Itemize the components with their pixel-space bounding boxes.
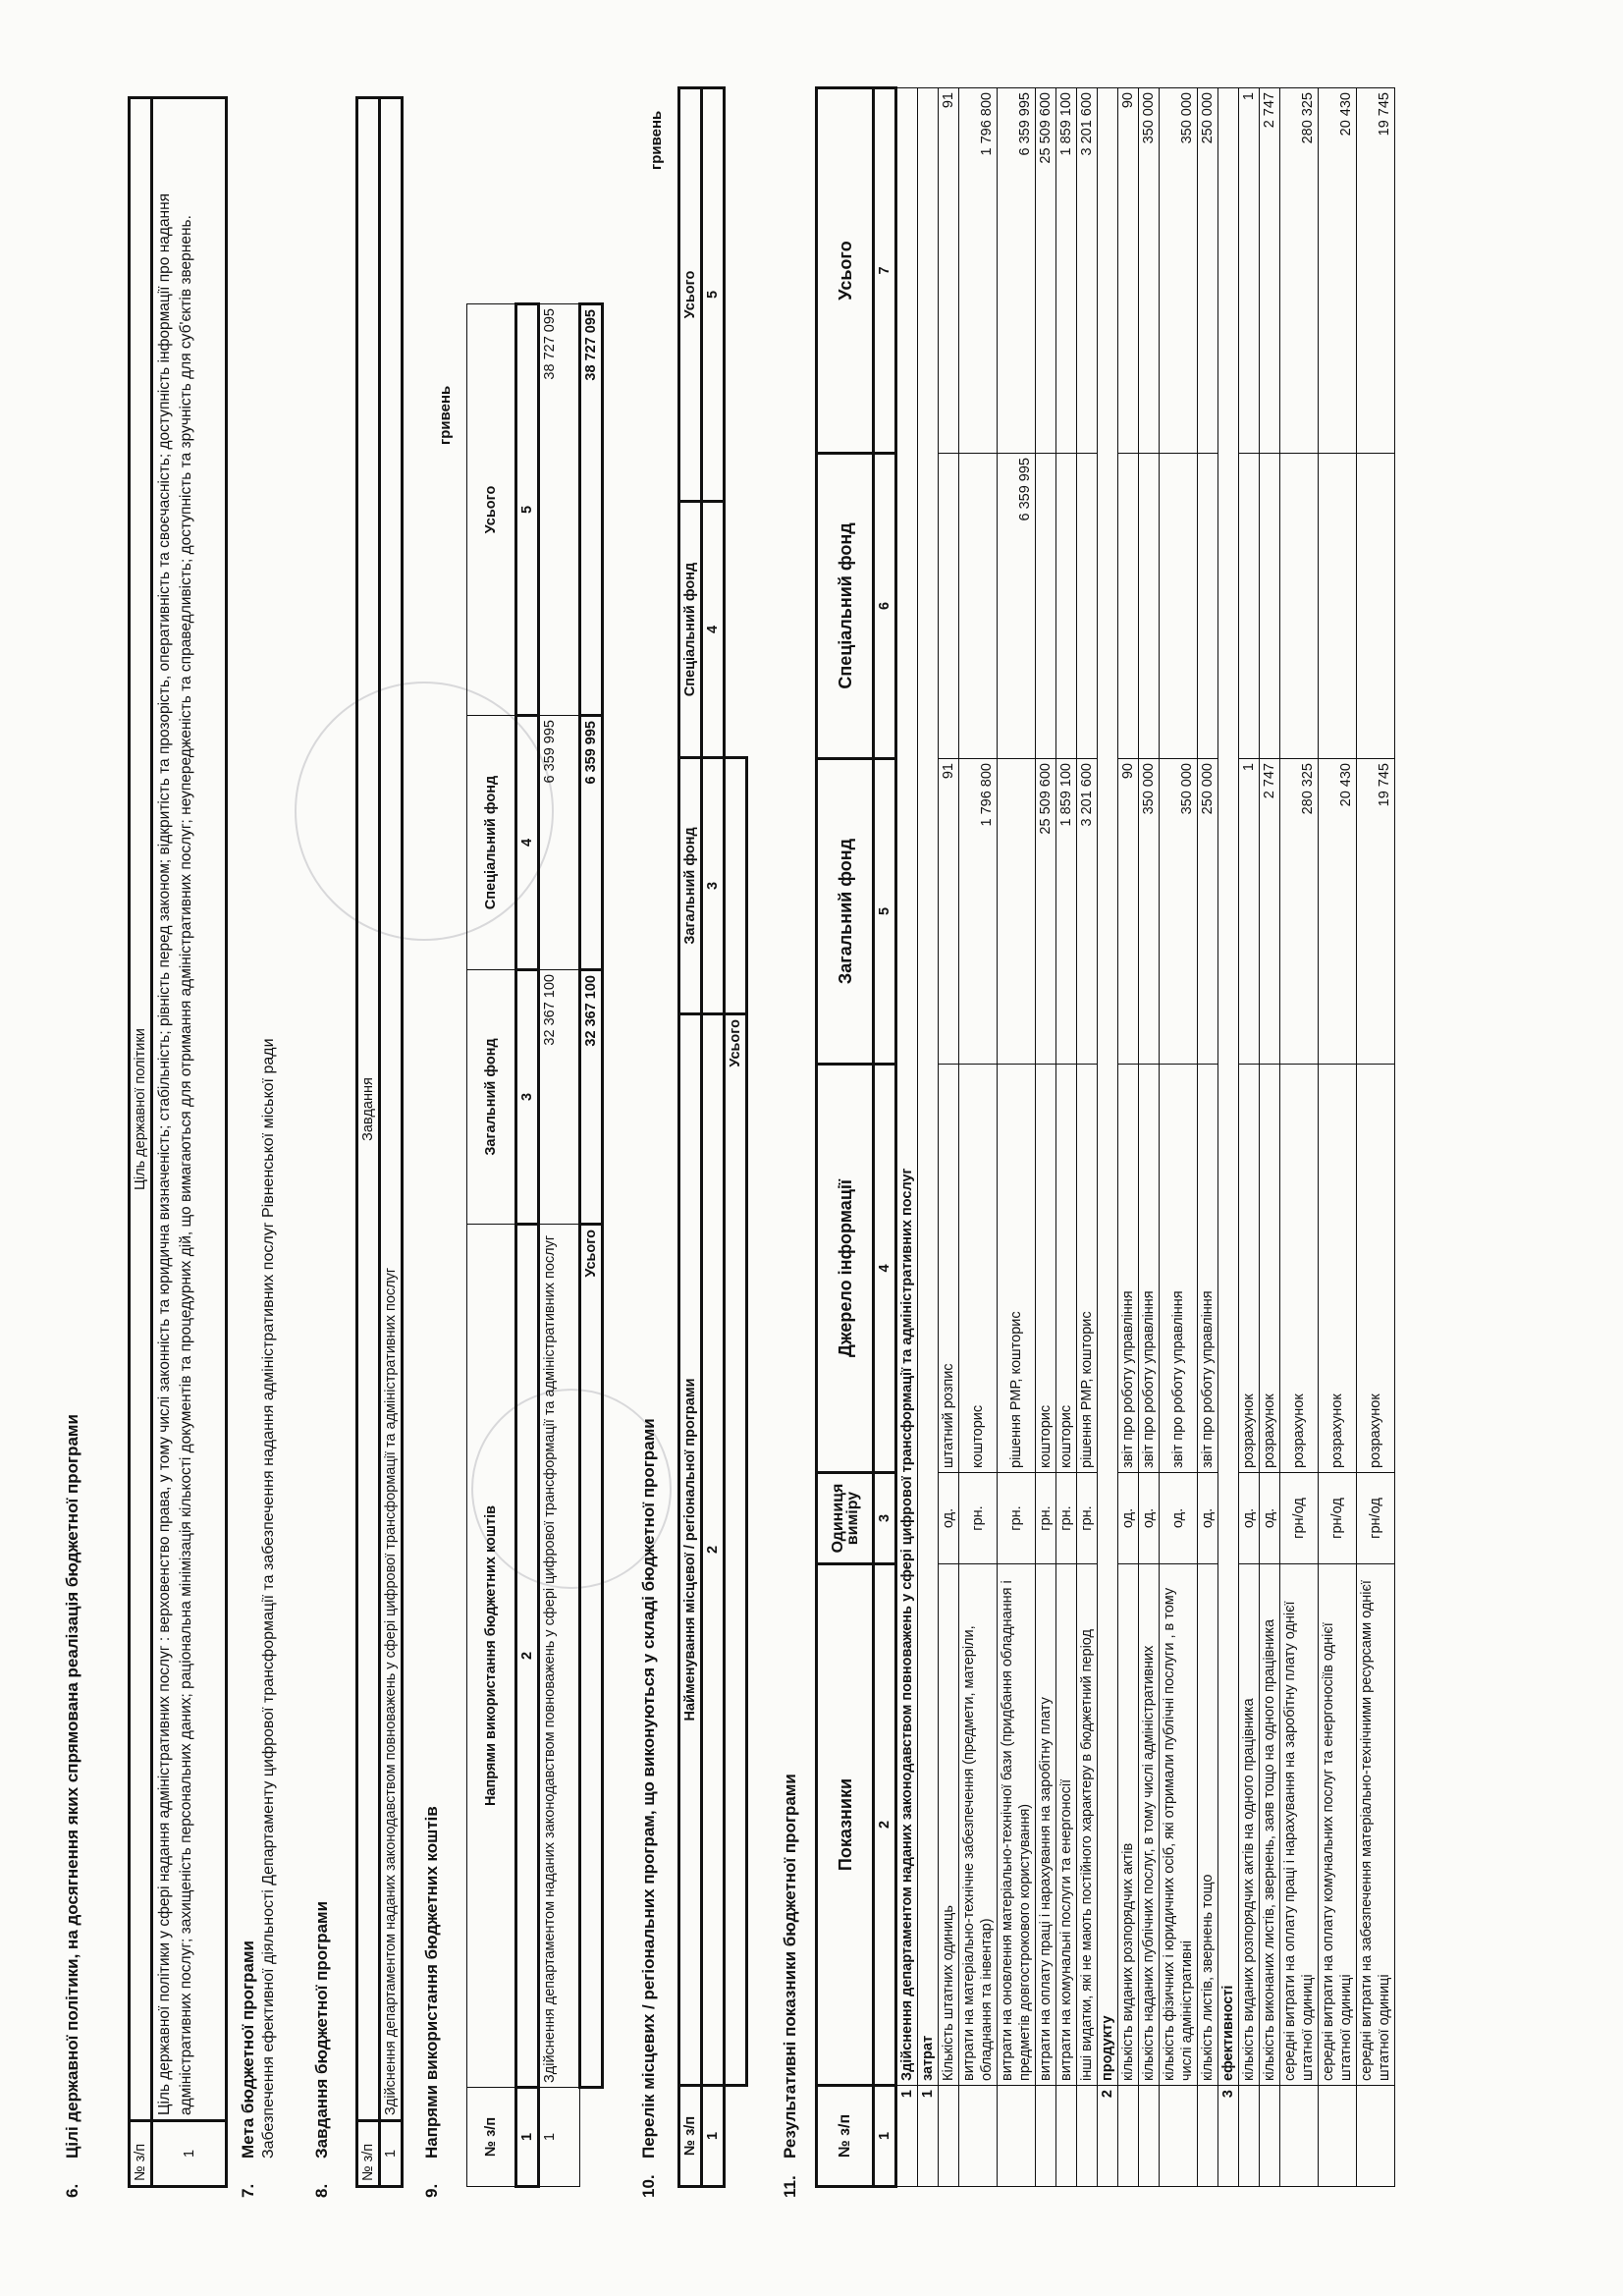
indicator-special [1239, 454, 1260, 759]
indicator-special [1198, 454, 1218, 759]
indicator-general: 19 745 [1357, 759, 1395, 1065]
empty-cell [1319, 2086, 1357, 2187]
indicator-source: звіт про роботу управління [1139, 1065, 1160, 1473]
s9-total-general: 32 367 100 [580, 970, 603, 1225]
indicator-source: розрахунок [1260, 1065, 1280, 1473]
section10-title-text: Перелік місцевих / регіональних програм, що виконуються у складі бюджетної програми [639, 1418, 658, 2159]
s11-h-special: Спеціальний фонд [817, 454, 874, 759]
table-row [1260, 88, 1280, 2187]
s9-row-special: 6 359 995 [539, 716, 580, 970]
indicator-total: 90 [1118, 88, 1139, 454]
indicator-total: 1 [1239, 88, 1260, 454]
empty-cell [939, 2086, 959, 2187]
indicator-name: витрати на оплату праці і нарахування на заробітну плату [1036, 1564, 1056, 2086]
empty-cell [959, 2086, 998, 2187]
s6-head-num: № з/п [130, 2121, 152, 2187]
indicator-unit: од. [1139, 1473, 1160, 1564]
group-num: 3 [1218, 2086, 1239, 2187]
indicator-total: 1 796 800 [959, 88, 998, 454]
section11-title [781, 1774, 800, 2198]
s9-total-special: 6 359 995 [580, 716, 603, 970]
table-row [1077, 88, 1098, 2187]
s11-task-text: Здійснення департаментом наданих законодавством повноважень у сфері цифрової трансформації та адміністративних послуг [896, 88, 918, 2086]
indicator-special [1077, 454, 1098, 759]
indicator-special [939, 454, 959, 759]
s11-n1: 1 [874, 2086, 896, 2187]
indicator-name: витрати на комунальні послуги та енергоносії [1056, 1564, 1077, 2086]
section10-number: 10. [639, 2174, 658, 2198]
indicator-general: 350 000 [1160, 759, 1198, 1065]
s10-h-num: № з/п [679, 2086, 702, 2187]
section9-table [466, 302, 604, 2188]
indicator-special: 6 359 995 [998, 454, 1036, 759]
s11-h-unit: Одиниця виміру [817, 1473, 874, 1564]
indicator-special [1118, 454, 1139, 759]
section10-unit: гривень [648, 110, 665, 170]
indicator-source: розрахунок [1280, 1065, 1319, 1473]
section6-title-text: Цілі державної політики, на досягнення яких спрямована реалізація бюджетної програми [63, 1414, 81, 2159]
table-row [1198, 88, 1218, 2187]
s11-h-total: Усього [817, 88, 874, 454]
empty-cell [1056, 2086, 1077, 2187]
section6-table [128, 96, 228, 2188]
s9-row-text: Здійснення департаментом наданих законодавством повноважень у сфері цифрової трансформації та адміністративних послуг [539, 1225, 580, 2088]
indicator-total: 250 000 [1198, 88, 1218, 454]
s6-row-text: Ціль державної політики у сфері надання адміністративних послуг : верховенство права, у тому числі законність та юридична визначеність; стабільність; рівність перед законом; відкритість та прозорість, оперативність та своєчасність; доступність інформації про надання адміністративних послуг; захищеність персональних даних; раціональна мінімізація кількості документів та процедурних дій, що вимагаються для отримання адміністративних послуг; неупередженість та справедливість; доступність та зручність для суб'єктів звернень. [152, 98, 227, 2121]
table-row [959, 88, 998, 2187]
empty-cell [1118, 2086, 1139, 2187]
s9-total-total: 38 727 095 [580, 304, 603, 716]
indicator-group-row [918, 88, 939, 2187]
section7-title [239, 1941, 258, 2198]
group-num: 1 [918, 2086, 939, 2187]
section7-title-text: Мета бюджетної програми [239, 1940, 257, 2159]
indicator-unit: грн. [1036, 1473, 1056, 1564]
indicator-total: 1 859 100 [1056, 88, 1077, 454]
group-name: продукту [1098, 88, 1118, 2086]
indicator-general: 350 000 [1139, 759, 1160, 1065]
empty-cell [1036, 2086, 1056, 2187]
indicator-special [959, 454, 998, 759]
indicator-unit: од. [1118, 1473, 1139, 1564]
empty-cell [998, 2086, 1036, 2187]
s10-n1: 1 [702, 2086, 725, 2187]
indicator-general: 91 [939, 759, 959, 1065]
s11-task-num: 1 [896, 2086, 918, 2187]
indicator-unit: од. [1239, 1473, 1260, 1564]
table-row [1160, 88, 1198, 2187]
indicator-special [1056, 454, 1077, 759]
indicator-special [1139, 454, 1160, 759]
indicator-total: 350 000 [1139, 88, 1160, 454]
indicator-name: Кількість штатних одиниць [939, 1564, 959, 2086]
indicator-general: 1 859 100 [1056, 759, 1077, 1065]
group-name: ефективності [1218, 88, 1239, 2086]
indicator-unit: од. [1198, 1473, 1218, 1564]
s8-row-text: Здійснення департаментом наданих законодавством повноважень у сфері цифрової трансформації та адміністративних послуг [380, 98, 403, 2121]
s6-row-num: 1 [152, 2121, 227, 2187]
section11-title-text: Результативні показники бюджетної програми [781, 1774, 799, 2159]
empty-cell [1357, 2086, 1395, 2187]
indicator-name: витрати на оновлення матеріально-технічної бази (придбання обладнання і предметів довгострокового користування) [998, 1564, 1036, 2086]
indicator-name: витрати на матеріально-технічне забезпечення (предмети, матеріли, обладнання та інвентар) [959, 1564, 998, 2086]
empty-cell [1139, 2086, 1160, 2187]
s9-h-general: Загальний фонд [467, 970, 516, 1225]
indicator-source: кошторис [1036, 1065, 1056, 1473]
indicator-name: кількість виданих розпорядчих актів на одного працівника [1239, 1564, 1260, 2086]
indicator-total: 25 509 600 [1036, 88, 1056, 454]
s6-head-goal: Ціль державної політики [130, 98, 152, 2121]
indicator-source: кошторис [1056, 1065, 1077, 1473]
section7-number: 7. [239, 2183, 257, 2198]
indicator-general: 250 000 [1198, 759, 1218, 1065]
indicator-name: кількість виконаних листів, звернень, заяв тощо на одного працівника [1260, 1564, 1280, 2086]
s9-n3: 3 [516, 970, 539, 1225]
indicator-special [1280, 454, 1319, 759]
indicator-source: рішення РМР, кошторис [998, 1065, 1036, 1473]
s10-h-special: Спеціальний фонд [679, 502, 702, 758]
section6-number: 6. [63, 2183, 81, 2198]
section11-body [918, 88, 1395, 2187]
indicator-general: 90 [1118, 759, 1139, 1065]
section10-table [677, 86, 748, 2188]
s9-row-total: 38 727 095 [539, 304, 580, 716]
indicator-source: звіт про роботу управління [1198, 1065, 1218, 1473]
s11-n2: 2 [874, 1564, 896, 2086]
s9-h-num: № з/п [467, 2088, 516, 2187]
empty-cell [1239, 2086, 1260, 2187]
indicator-name: кількість фізичних і юридичних осіб, які отримали публічні послуги , в тому числі адміністративні [1160, 1564, 1198, 2086]
indicator-general: 280 325 [1280, 759, 1319, 1065]
s8-row-num: 1 [380, 2121, 403, 2187]
table-row [1139, 88, 1160, 2187]
s11-h-indicators: Показники [817, 1564, 874, 2086]
group-name: затрат [918, 88, 939, 2086]
s11-h-source: Джерело інформації [817, 1065, 874, 1473]
s9-h-total: Усього [467, 304, 516, 716]
indicator-source: рішення РМР, кошторис [1077, 1065, 1098, 1473]
indicator-source: штатний розпис [939, 1065, 959, 1473]
s11-n7: 7 [874, 88, 896, 454]
s10-h-total: Усього [679, 88, 702, 502]
s10-n2: 2 [702, 1014, 725, 2086]
s10-h-general: Загальний фонд [679, 758, 702, 1014]
table-row [1118, 88, 1139, 2187]
indicator-name: середні витрати на оплату комунальних послуг та енергоносіїв однієї штатної одиниці [1319, 1564, 1357, 2086]
section8-title-text: Завдання бюджетної програми [312, 1900, 331, 2159]
indicator-special [1357, 454, 1395, 759]
indicator-source: кошторис [959, 1065, 998, 1473]
section8-number: 8. [312, 2183, 331, 2198]
indicator-name: інші видатки, які не мають постійного характеру в бюджетний період [1077, 1564, 1098, 2086]
indicator-special [1036, 454, 1056, 759]
indicator-name: кількість виданих розпорядчих актів [1118, 1564, 1139, 2086]
section6-title [63, 1414, 82, 2198]
indicator-source: розрахунок [1319, 1065, 1357, 1473]
s8-head-task: Завдання [357, 98, 380, 2121]
indicator-total: 3 201 600 [1077, 88, 1098, 454]
indicator-name: середні витрати на забезпечення матеріально-технічними ресурсами однієї штатної одиниці [1357, 1564, 1395, 2086]
s9-h-special: Спеціальний фонд [467, 716, 516, 970]
table-row [1357, 88, 1395, 2187]
section9-number: 9. [422, 2183, 441, 2198]
empty-cell [1280, 2086, 1319, 2187]
s9-total-label: Усього [580, 1225, 603, 2088]
indicator-group-row [1218, 88, 1239, 2187]
indicator-unit: грн. [1056, 1473, 1077, 1564]
indicator-total: 6 359 995 [998, 88, 1036, 454]
section11-number: 11. [781, 2175, 799, 2198]
indicator-total: 91 [939, 88, 959, 454]
indicator-unit: од. [1260, 1473, 1280, 1564]
indicator-general: 25 509 600 [1036, 759, 1056, 1065]
s10-total-label: Усього [725, 1014, 747, 2086]
section11-table [815, 86, 1395, 2188]
indicator-total: 2 747 [1260, 88, 1280, 454]
s11-h-general: Загальний фонд [817, 759, 874, 1065]
table-row [1280, 88, 1319, 2187]
s10-n5: 5 [702, 88, 725, 502]
section9-unit: гривень [437, 385, 454, 445]
s10-h-name: Найменування місцевої / регіональної програми [679, 1014, 702, 2086]
section10-title [639, 1418, 659, 2198]
indicator-source: розрахунок [1239, 1065, 1260, 1473]
table-row [1239, 88, 1260, 2187]
s9-n4: 4 [516, 716, 539, 970]
indicator-unit: грн. [1077, 1473, 1098, 1564]
s11-n4: 4 [874, 1065, 896, 1473]
indicator-special [1319, 454, 1357, 759]
s11-n3: 3 [874, 1473, 896, 1564]
section7-text: Забезпечення ефективної діяльності Департаменту цифрової трансформації та забезпечення надання адміністративних послуг Рівненської міської ради [260, 1038, 277, 2159]
indicator-unit: грн/од [1319, 1473, 1357, 1564]
s9-row-num: 1 [539, 2088, 580, 2187]
section8-title [312, 1901, 332, 2198]
indicator-source: звіт про роботу управління [1118, 1065, 1139, 1473]
indicator-unit: грн/од [1280, 1473, 1319, 1564]
s11-n5: 5 [874, 759, 896, 1065]
s11-n6: 6 [874, 454, 896, 759]
indicator-name: середні витрати на оплату праці і нарахування на заробітну плату однієї штатної одиниці [1280, 1564, 1319, 2086]
indicator-source: розрахунок [1357, 1065, 1395, 1473]
indicator-general: 20 430 [1319, 759, 1357, 1065]
table-row [1319, 88, 1357, 2187]
indicator-general [998, 759, 1036, 1065]
indicator-special [1260, 454, 1280, 759]
s10-n3: 3 [702, 758, 725, 1014]
table-row [998, 88, 1036, 2187]
indicator-special [1160, 454, 1198, 759]
indicator-total: 280 325 [1280, 88, 1319, 454]
s9-row-general: 32 367 100 [539, 970, 580, 1225]
empty-cell [1260, 2086, 1280, 2187]
table-row [1056, 88, 1077, 2187]
indicator-total: 20 430 [1319, 88, 1357, 454]
indicator-general: 1 [1239, 759, 1260, 1065]
indicator-general: 3 201 600 [1077, 759, 1098, 1065]
s9-n2: 2 [516, 1225, 539, 2088]
section9-title [422, 1806, 442, 2198]
indicator-unit: грн. [998, 1473, 1036, 1564]
s9-h-dir: Напрями використання бюджетних коштів [467, 1225, 516, 2088]
s9-n1: 1 [516, 2088, 539, 2187]
s9-n5: 5 [516, 304, 539, 716]
table-row [939, 88, 959, 2187]
indicator-unit: грн/од [1357, 1473, 1395, 1564]
indicator-general: 2 747 [1260, 759, 1280, 1065]
indicator-source: звіт про роботу управління [1160, 1065, 1198, 1473]
section9-title-text: Напрями використання бюджетних коштів [422, 1806, 441, 2159]
indicator-name: кількість наданих публічних послуг, в тому числі адміністративних [1139, 1564, 1160, 2086]
s10-n4: 4 [702, 502, 725, 758]
group-num: 2 [1098, 2086, 1118, 2187]
indicator-unit: грн. [959, 1473, 998, 1564]
section8-table [355, 96, 404, 2188]
indicator-total: 19 745 [1357, 88, 1395, 454]
s8-head-num: № з/п [357, 2121, 380, 2187]
indicator-unit: од. [1160, 1473, 1198, 1564]
indicator-name: кількість листів, звернень тощо [1198, 1564, 1218, 2086]
table-row [1036, 88, 1056, 2187]
indicator-total: 350 000 [1160, 88, 1198, 454]
indicator-general: 1 796 800 [959, 759, 998, 1065]
indicator-unit: од. [939, 1473, 959, 1564]
empty-cell [1198, 2086, 1218, 2187]
empty-cell [1160, 2086, 1198, 2187]
s11-h-num: № з/п [817, 2086, 874, 2187]
empty-cell [1077, 2086, 1098, 2187]
indicator-group-row [1098, 88, 1118, 2187]
